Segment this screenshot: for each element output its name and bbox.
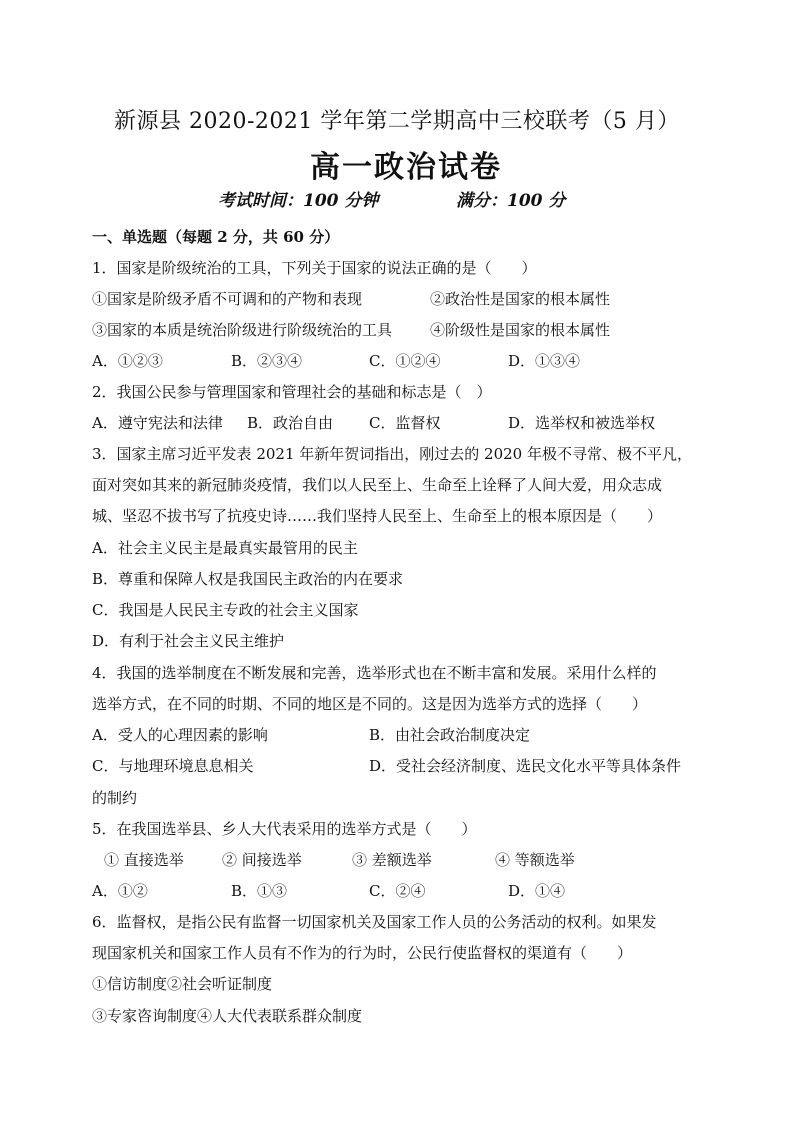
question-6-stem: 现国家机关和国家工作人员有不作为的行为时，公民行使监督权的渠道有（ ） — [92, 944, 633, 962]
question-5-statement: ③ 差额选举 — [352, 851, 432, 869]
exam-score: 满分：100 分 — [456, 191, 566, 211]
question-2-option-d[interactable]: D．选举权和被选举权 — [508, 414, 656, 432]
question-1-option-b[interactable]: B．②③④ — [231, 352, 303, 370]
question-6-statement: ③专家咨询制度④人大代表联系群众制度 — [92, 1007, 363, 1025]
question-4-option-d-continuation: 的制约 — [92, 789, 138, 807]
question-3-stem: 3．国家主席习近平发表 2021 年新年贺词指出，刚过去的 2020 年极不寻常、极不平凡， — [92, 445, 692, 463]
exam-title: 新源县 2020-2021 学年第二学期高中三校联考（5 月） — [114, 109, 680, 134]
question-3-stem: 面对突如其来的新冠肺炎疫情，我们以人民至上、生命至上诠释了人间大爱，用众志成 — [92, 476, 663, 494]
question-5-statement: ① 直接选举 — [104, 851, 184, 869]
question-1-option-d[interactable]: D．①③④ — [508, 352, 581, 370]
question-3-option-d[interactable]: D．有利于社会主义民主维护 — [92, 632, 285, 650]
question-2-option-a[interactable]: A．遵守宪法和法律 — [92, 414, 223, 432]
question-5-option-a[interactable]: A．①② — [92, 882, 148, 900]
question-2-option-c[interactable]: C．监督权 — [369, 414, 441, 432]
question-6-statement: ①信访制度②社会听证制度 — [92, 975, 273, 993]
question-5-option-d[interactable]: D．①④ — [508, 882, 566, 900]
question-2-stem: 2．我国公民参与管理国家和管理社会的基础和标志是（ ） — [92, 383, 492, 401]
question-2-option-b[interactable]: B．政治自由 — [247, 414, 334, 432]
question-5-stem: 5．在我国选举县、乡人大代表采用的选举方式是（ ） — [92, 820, 477, 838]
question-4-stem: 4．我国的选举制度在不断发展和完善，选举形式也在不断丰富和发展。采用什么样的 — [92, 664, 657, 682]
question-1-statement: ②政治性是国家的根本属性 — [430, 290, 611, 308]
question-5-option-c[interactable]: C．②④ — [369, 882, 426, 900]
question-1-option-c[interactable]: C．①②④ — [369, 352, 441, 370]
question-5-statement: ② 间接选举 — [222, 851, 302, 869]
exam-time: 考试时间：100 分钟 — [218, 191, 379, 211]
question-4-option-c[interactable]: C．与地理环境息息相关 — [92, 757, 254, 775]
section-title: 一、单选题（每题 2 分，共 60 分） — [92, 228, 340, 246]
question-6-stem: 6．监督权，是指公民有监督一切国家机关及国家工作人员的公务活动的权利。如果发 — [92, 913, 657, 931]
question-1-statement: ①国家是阶级矛盾不可调和的产物和表现 — [92, 290, 363, 308]
question-4-stem: 选举方式，在不同的时期、不同的地区是不同的。这是因为选举方式的选择（ ） — [92, 695, 648, 713]
question-1-stem: 1．国家是阶级统治的工具，下列关于国家的说法正确的是（ ） — [92, 259, 537, 277]
question-1-statement: ③国家的本质是统治阶级进行阶级统治的工具 — [92, 321, 393, 339]
question-5-statement: ④ 等额选举 — [495, 851, 575, 869]
exam-subtitle: 高一政治试卷 — [310, 150, 502, 185]
question-1-option-a[interactable]: A．①②③ — [92, 352, 163, 370]
question-3-stem: 城、坚忍不拔书写了抗疫史诗……我们坚持人民至上、生命至上的根本原因是（ ） — [92, 507, 663, 525]
question-4-option-b[interactable]: B．由社会政治制度决定 — [369, 726, 531, 744]
question-3-option-c[interactable]: C．我国是人民民主专政的社会主义国家 — [92, 601, 359, 619]
question-3-option-a[interactable]: A．社会主义民主是最真实最管用的民主 — [92, 539, 358, 557]
question-4-option-d[interactable]: D．受社会经济制度、选民文化水平等具体条件 — [369, 757, 682, 775]
question-5-option-b[interactable]: B．①③ — [231, 882, 288, 900]
question-3-option-b[interactable]: B．尊重和保障人权是我国民主政治的内在要求 — [92, 570, 404, 588]
question-4-option-a[interactable]: A．受人的心理因素的影响 — [92, 726, 268, 744]
question-1-statement: ④阶级性是国家的根本属性 — [430, 321, 611, 339]
